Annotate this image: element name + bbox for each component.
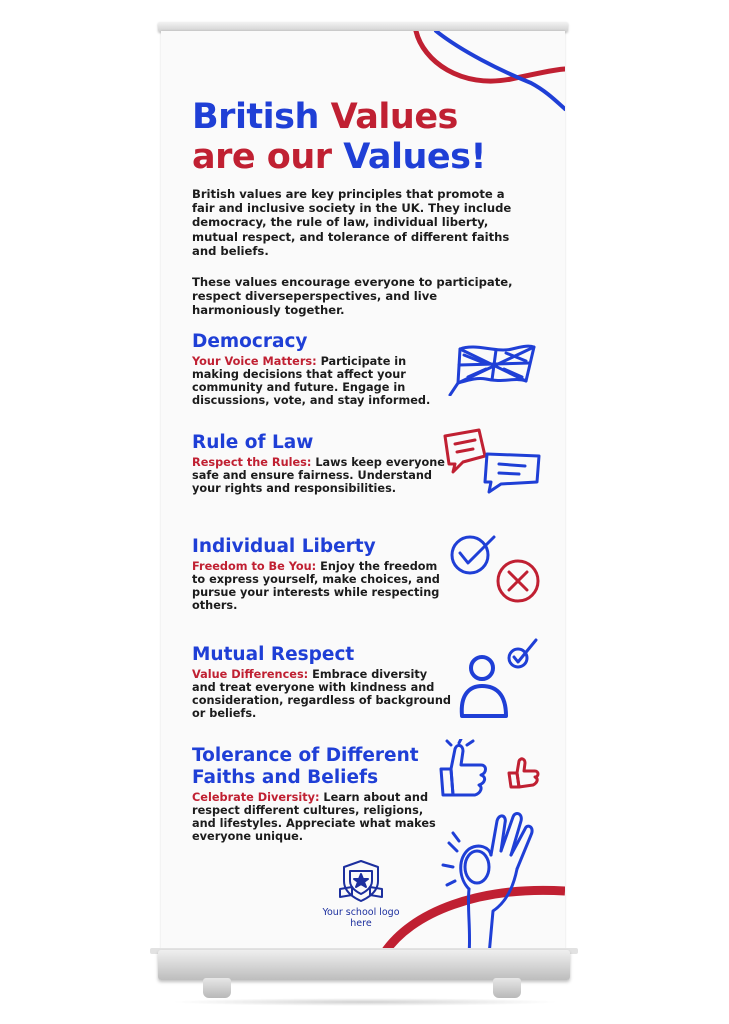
roll-up-banner (161, 31, 565, 955)
section-lead: Your Voice Matters: (192, 355, 317, 368)
section-heading: Rule of Law (192, 432, 314, 453)
section-lead: Value Differences: (192, 668, 309, 681)
thumbs-up-hand-icon (429, 739, 559, 955)
section-lead: Celebrate Diversity: (192, 791, 320, 804)
intro-paragraph-1: British values are key principles that promote a fair and inclusive society in the UK. They include democracy, the rule of law, individual liberty, mutual respect, and tolerance of different faiths and beliefs. (192, 187, 512, 258)
school-logo-text: Your school logo here (322, 907, 400, 929)
section-text: Enjoy the freedom to express yourself, make choices, and pursue your interests while respecting others. (192, 560, 440, 612)
section-text: Embrace diversity and treat everyone with kindness and consideration, regardless of background or beliefs. (192, 668, 451, 720)
section-heading: Individual Liberty (192, 536, 376, 557)
section-text: Learn about and respect different cultures, religions, and lifestyles. Appreciate what makes everyone unique. (192, 791, 436, 843)
section-lead: Respect the Rules: (192, 456, 312, 469)
union-flag-icon (446, 341, 541, 396)
section-body (192, 560, 452, 612)
school-shield-star-icon (338, 859, 384, 903)
section-body (192, 791, 437, 843)
title-part-values-exclaim: Values! (343, 137, 486, 177)
banner-foot-right (493, 978, 521, 998)
section-text: Participate in making decisions that affect your community and future. Engage in discussions, vote, and stay informed. (192, 355, 431, 407)
section-heading: Tolerance of Different Faiths and Beliefs (192, 745, 419, 788)
section-body (192, 355, 452, 407)
speech-bubbles-icon (441, 426, 546, 496)
section-heading: Mutual Respect (192, 644, 355, 665)
section-text: Laws keep everyone safe and ensure fairness. Understand your rights and responsibilities. (192, 456, 445, 495)
title-part-british: British (192, 97, 331, 137)
banner-foot-left (203, 978, 231, 998)
section-tolerance (192, 745, 437, 843)
section-heading: Democracy (192, 331, 308, 352)
page-title (192, 97, 486, 177)
section-rule-of-law (192, 432, 452, 495)
section-body (192, 668, 452, 720)
title-part-values: Values (330, 97, 458, 137)
section-individual-liberty (192, 536, 452, 612)
banner-base (158, 950, 570, 980)
school-logo-placeholder (311, 859, 411, 929)
intro-paragraph-2: These values encourage everyone to participate, respect diverseperspectives, and live harmoniously together. (192, 275, 513, 318)
floor-shadow (170, 998, 560, 1006)
title-part-are-our: are our (192, 137, 344, 177)
section-lead: Freedom to Be You: (192, 560, 317, 573)
section-mutual-respect (192, 644, 452, 720)
check-cross-icon (446, 531, 551, 611)
person-check-icon (456, 636, 546, 721)
section-democracy (192, 331, 452, 407)
section-body (192, 456, 452, 495)
